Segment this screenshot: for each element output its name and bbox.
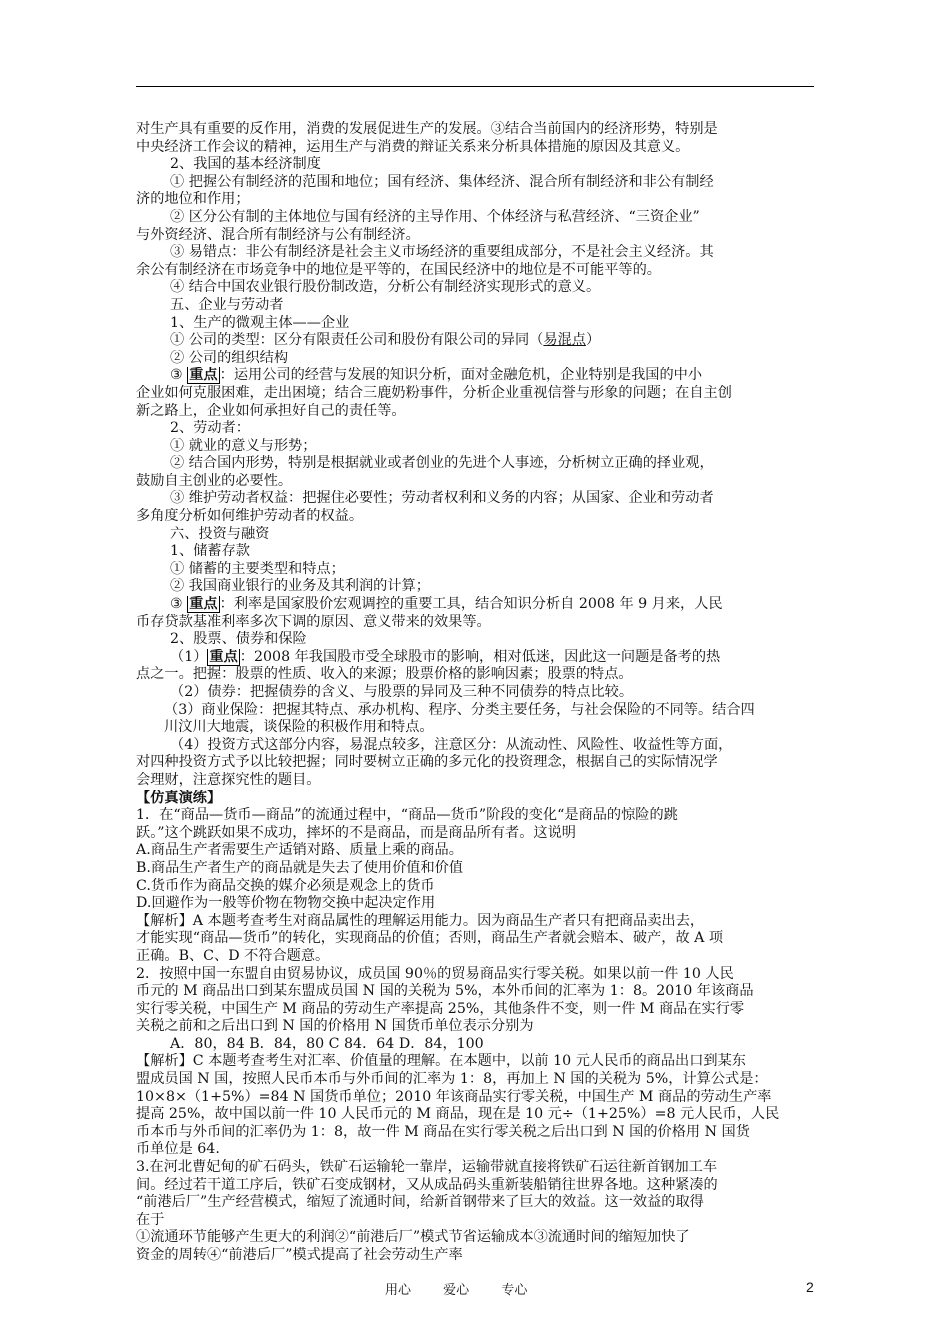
- text-line: [136, 719, 816, 737]
- text-line: [136, 1053, 816, 1071]
- text-line: [136, 244, 816, 262]
- text-line: [136, 948, 816, 966]
- text-segment: 盟成员国 N 国，按照人民币本币与外币间的汇率为 1：8，再加上 N 国的关税为 5%，计算公式是：: [136, 1071, 768, 1088]
- text-line: [136, 209, 816, 227]
- text-segment: ① 就业的意义与形势；: [170, 437, 317, 454]
- text-segment: 2、股票、债券和保险: [170, 631, 307, 648]
- key-point-label: 重点: [209, 648, 238, 665]
- text-line: [136, 156, 816, 174]
- text-segment: 1、生产的微观主体——企业: [170, 314, 350, 331]
- text-segment: ：利率是国家股价宏观调控的重要工具，结合知识分析自 2008 年 9 月来，人民: [219, 596, 723, 613]
- text-segment: 济的地位和作用；: [136, 191, 250, 208]
- text-line: [136, 754, 816, 772]
- text-line: [136, 490, 816, 508]
- text-line: [136, 684, 816, 702]
- text-line: [136, 367, 816, 385]
- text-line: [136, 895, 816, 913]
- text-line: [136, 578, 816, 596]
- text-segment: 资金的周转④“前港后厂”模式提高了社会劳动生产率: [136, 1247, 463, 1263]
- text-segment: 对生产具有重要的反作用，消费的发展促进生产的发展。③结合当前国内的经济形势，特别是: [136, 121, 718, 137]
- text-line: [136, 1229, 816, 1247]
- text-line: [136, 772, 816, 790]
- footer-motto: [385, 1279, 555, 1298]
- footer-motto-word: 专心: [501, 1283, 528, 1298]
- text-line: [136, 508, 816, 526]
- text-segment: ② 区分公有制的主体地位与国有经济的主导作用、个体经济与私营经济、“三资企业”: [170, 208, 700, 225]
- text-segment: 新之路上，企业如何承担好自己的责任等。: [136, 402, 406, 419]
- text-line: [136, 596, 816, 614]
- text-line: [136, 1071, 816, 1089]
- text-segment: ① 公司的类型：区分有限责任公司和股份有限公司的异同（: [170, 332, 544, 349]
- text-line: [136, 702, 816, 720]
- text-line: [136, 737, 816, 755]
- text-line: [136, 614, 816, 632]
- text-segment: （4）投资方式这部分内容，易混点较多，注意区分：从流动性、风险性、收益性等方面，: [170, 736, 733, 753]
- text-segment: 【解析】C 本题考查考生对汇率、价值量的理解。在本题中，以前 10 元人民币的商品出口到某东: [136, 1053, 746, 1070]
- key-point-label: 重点: [189, 596, 218, 613]
- text-segment: ：运用公司的经营与发展的知识分析，面对金融危机，企业特别是我国的中小: [219, 367, 703, 384]
- text-segment: ② 结合国内形势，特别是根据就业或者创业的先进个人事迹，分析树立正确的择业观，: [170, 455, 714, 472]
- text-line: [136, 1001, 816, 1019]
- text-segment: ③ 维护劳动者权益：把握住必要性；劳动者权利和义务的内容；从国家、企业和劳动者: [170, 490, 714, 507]
- text-segment: 提高 25%，故中国以前一件 10 人民币元的 M 商品，现在是 10 元÷（1+25%）=8 元人民币，人民: [136, 1106, 780, 1123]
- text-line: [136, 279, 816, 297]
- text-segment: （1）: [170, 648, 208, 665]
- text-line: [136, 561, 816, 579]
- text-segment: （2）债券：把握债券的含义、与股票的异同及三种不同债券的特点比较。: [170, 684, 634, 700]
- text-line: [136, 825, 816, 843]
- text-segment: A.商品生产者需要生产适销对路、质量上乘的商品。: [136, 842, 463, 859]
- text-line: [136, 1036, 816, 1054]
- text-segment: 余公有制经济在市场竞争中的地位是平等的，在国民经济中的地位是不可能平等的。: [136, 261, 661, 278]
- text-line: [136, 438, 816, 456]
- text-segment: C.货币作为商品交换的媒介必须是观念上的货币: [136, 877, 435, 894]
- text-line: [136, 666, 816, 684]
- text-line: [136, 1177, 816, 1195]
- text-line: [136, 473, 816, 491]
- text-segment: 币单位是 64.: [136, 1141, 220, 1158]
- text-segment: 币存贷款基准利率多次下调的原因、意义带来的效果等。: [136, 613, 491, 630]
- text-segment: 【解析】A 本题考查考生对商品属性的理解运用能力。因为商品生产者只有把商品卖出去，: [136, 912, 705, 929]
- text-segment: 1、储蓄存款: [170, 543, 250, 560]
- text-segment: 正确。B、C、D 不符合题意。: [136, 947, 330, 964]
- text-line: [136, 1106, 816, 1124]
- text-segment: 跃。”这个跳跃如果不成功，摔坏的不是商品，而是商品所有者。这说明: [136, 824, 576, 841]
- text-line: [136, 297, 816, 315]
- text-line: [136, 385, 816, 403]
- text-segment: 币本币与外币间的汇率仍为 1：8，故一件 M 商品在实行零关税之后出口到 N 国的价格用 N 国货: [136, 1123, 750, 1140]
- text-line: [136, 1194, 816, 1212]
- text-line: [136, 526, 816, 544]
- section-heading: 【仿真演练】: [136, 789, 222, 806]
- text-line: [136, 191, 816, 209]
- text-segment: （3）商业保险：把握其特点、承办机构、程序、分类主要任务，与社会保险的不同等。结合四: [164, 701, 755, 718]
- text-segment: 2、我国的基本经济制度: [170, 156, 321, 173]
- text-line: [136, 842, 816, 860]
- text-segment: 对四种投资方式予以比较把握；同时要树立正确的多元化的投资理念，根据自己的实际情况学: [136, 754, 718, 771]
- text-segment: ①流通环节能够产生更大的利润②“前港后厂”模式节省运输成本③流通时间的缩短加快了: [136, 1229, 690, 1246]
- text-segment: 会理财，注意探究性的题目。: [136, 771, 321, 788]
- text-segment: ② 公司的组织结构: [170, 349, 289, 366]
- text-segment: ③: [170, 367, 188, 384]
- text-line: [136, 878, 816, 896]
- text-line: [136, 860, 816, 878]
- text-line: [136, 1247, 816, 1265]
- text-line: [136, 121, 816, 139]
- text-segment: 3.在河北曹妃甸的矿石码头，铁矿石运输轮一靠岸，运输带就直接将铁矿石运往新首钢加工车: [136, 1159, 718, 1176]
- text-line: [136, 315, 816, 333]
- text-segment: 六、投资与融资: [170, 525, 270, 542]
- key-point-label: 重点: [189, 367, 218, 384]
- text-segment: ：2008 年我国股市受全球股市的影响，相对低迷，因此这一问题是备考的热: [239, 648, 721, 665]
- text-line: [136, 1089, 816, 1107]
- text-line: [136, 930, 816, 948]
- text-segment: ③ 易错点：非公有制经济是社会主义市场经济的重要组成部分，不是社会主义经济。其: [170, 244, 714, 261]
- text-segment: 多角度分析如何维护劳动者的权益。: [136, 508, 364, 525]
- text-line: [136, 543, 816, 561]
- text-segment: ① 把握公有制经济的范围和地位；国有经济、集体经济、混合所有制经济和非公有制经: [170, 173, 714, 190]
- footer-motto-word: 用心: [385, 1283, 412, 1298]
- text-segment: 五、企业与劳动者: [170, 296, 284, 313]
- header-rule: [136, 86, 814, 87]
- text-line: [136, 1124, 816, 1142]
- text-segment: 间。经过若干道工序后，铁矿石变成钢材，又从成品码头重新装船销往世界各地。这种紧凑的: [136, 1176, 718, 1193]
- text-line: [136, 455, 816, 473]
- text-segment: 才能实现“商品—货币”的转化，实现商品的价值；否则，商品生产者就会赔本、破产，故 A 项: [136, 930, 724, 947]
- text-segment: A．80，84 B．84，80 C 84．64 D．84，100: [170, 1035, 484, 1052]
- text-segment: ③: [170, 596, 188, 613]
- text-line: [136, 913, 816, 931]
- text-line: [136, 350, 816, 368]
- text-line: [136, 403, 816, 421]
- text-line: [136, 1159, 816, 1177]
- text-line: [136, 649, 816, 667]
- text-line: [136, 139, 816, 157]
- text-segment: 在于: [136, 1211, 165, 1228]
- text-line: [136, 420, 816, 438]
- text-segment: ② 我国商业银行的业务及其利润的计算；: [170, 578, 430, 595]
- document-body: [136, 121, 816, 1265]
- text-line: [136, 631, 816, 649]
- text-segment: 鼓励自主创业的必要性。: [136, 472, 293, 489]
- text-segment: 1．在“商品—货币—商品”的流通过程中，“商品—货币”阶段的变化“是商品的惊险的跳: [136, 807, 678, 824]
- text-segment: ① 储蓄的主要类型和特点；: [170, 560, 345, 577]
- text-segment: 中央经济工作会议的精神，运用生产与消费的辩证关系来分析具体措施的原因及其意义。: [136, 138, 690, 155]
- text-segment: ④ 结合中国农业银行股份制改造，分析公有制经济实现形式的意义。: [170, 279, 601, 296]
- text-line: [136, 262, 816, 280]
- text-segment: 点之一。把握：股票的性质、收入的来源；股票价格的影响因素；股票的特点。: [136, 666, 633, 683]
- text-segment: “前港后厂”生产经营模式，缩短了流通时间，给新首钢带来了巨大的效益。这一效益的取得: [136, 1194, 704, 1211]
- text-line: [136, 1018, 816, 1036]
- text-line: [136, 790, 816, 808]
- text-segment: 关税之前和之后出口到 N 国的价格用 N 国货币单位表示分别为: [136, 1018, 534, 1035]
- text-segment: 币元的 M 商品出口到某东盟成员国 N 国的关税为 5%，本外币间的汇率为 1：8。2010 年该商品: [136, 983, 754, 1000]
- footer-motto-word: 爱心: [443, 1283, 470, 1298]
- text-line: [136, 227, 816, 245]
- confusable-point-label: 易混点: [543, 332, 586, 349]
- text-line: [136, 174, 816, 192]
- page-footer: [0, 1279, 950, 1299]
- text-segment: 10×8×（1+5%）=84 N 国货币单位；2010 年该商品实行零关税，中国生产 M 商品的劳动生产率: [136, 1088, 772, 1105]
- page-number: 2: [806, 1279, 814, 1295]
- text-segment: 实行零关税，中国生产 M 商品的劳动生产率提高 25%，其他条件不变，则一件 M 商品在实行零: [136, 1000, 745, 1017]
- text-segment: 川汶川大地震，谈保险的积极作用和特点。: [164, 719, 434, 736]
- text-line: [136, 1212, 816, 1230]
- text-segment: 2．按照中国一东盟自由贸易协议，成员国 90％的贸易商品实行零关税。如果以前一件 10 人民: [136, 965, 734, 982]
- text-segment: B.商品生产者生产的商品就是失去了使用价值和价值: [136, 859, 464, 876]
- text-segment: D.回避作为一般等价物在物物交换中起决定作用: [136, 895, 436, 912]
- text-line: [136, 983, 816, 1001]
- text-segment: 企业如何克服困难，走出困境；结合三鹿奶粉事件，分析企业重视信誉与形象的问题；在自主创: [136, 384, 732, 401]
- text-segment: 与外资经济、混合所有制经济与公有制经济。: [136, 226, 420, 243]
- text-line: [136, 1141, 816, 1159]
- text-segment: 2、劳动者：: [170, 420, 250, 437]
- text-line: [136, 966, 816, 984]
- text-line: [136, 807, 816, 825]
- text-line: [136, 332, 816, 350]
- text-segment: ）: [585, 332, 601, 349]
